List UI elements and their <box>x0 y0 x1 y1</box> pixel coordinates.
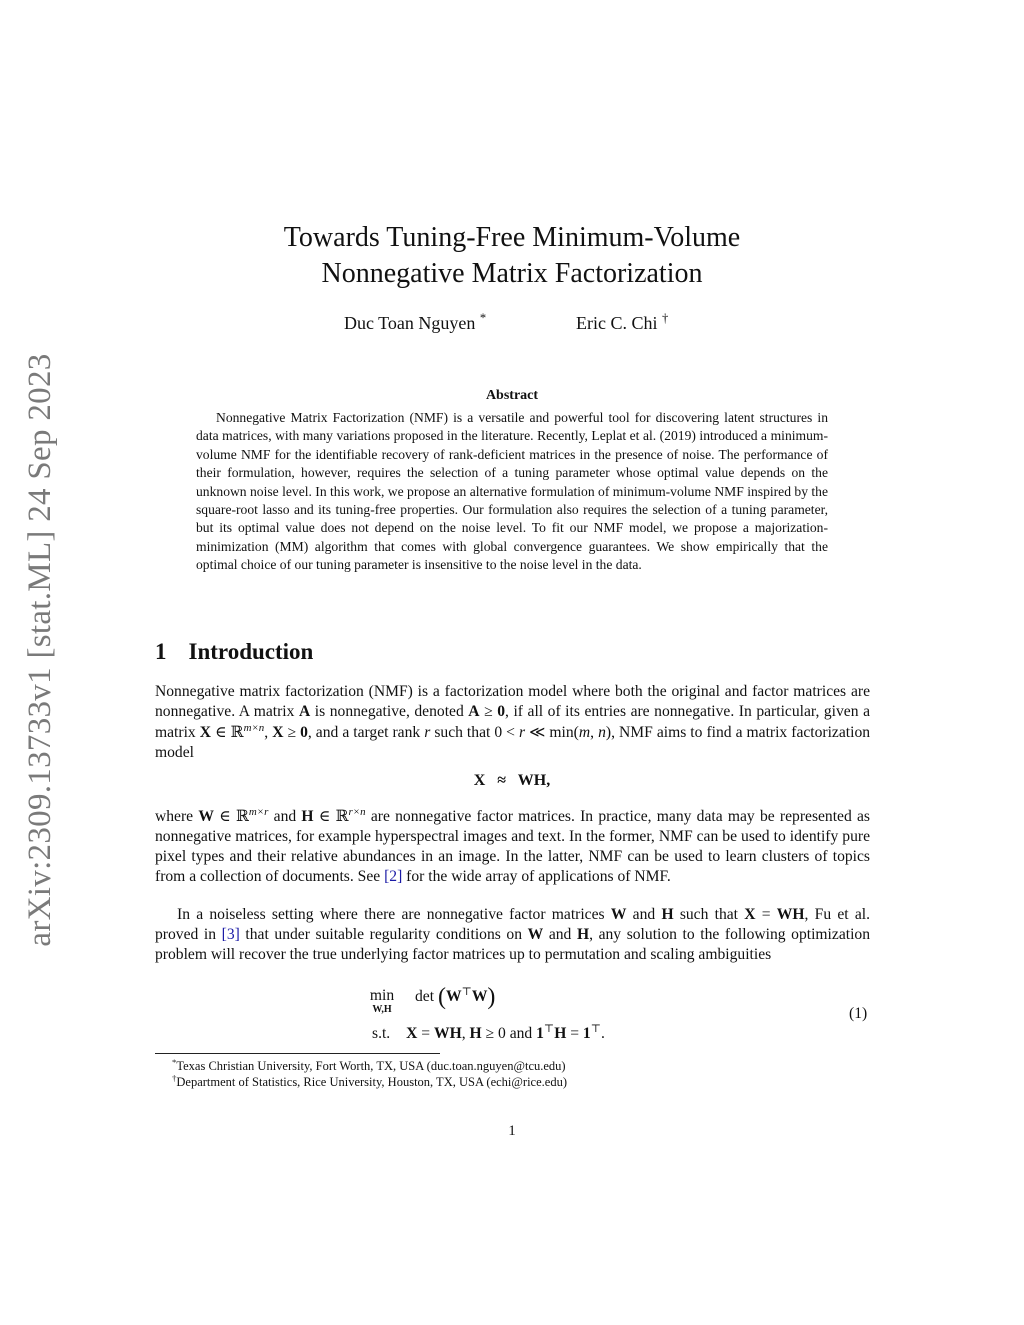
intro-paragraph-1: Nonnegative matrix factorization (NMF) is a factorization model where both the original and factor matrices are nonnegative. A matrix A is nonnegative, denoted A ≥ 0, if all of its entries are nonnegative. In particular, given a matrix X ∈ ℝ$^{m\times n}$, X ≥ 0, and a target rank r such that 0 < r ≪ min(m, n), NMF aims to find a matrix factorization model <box>155 683 871 761</box>
arxiv-identifier: arXiv:2309.13733v1 [stat.ML] 24 Sep 2023 <box>22 353 58 947</box>
page-number: 1 <box>508 1123 516 1139</box>
citation-3[interactable]: [3] <box>221 926 240 943</box>
display-equation: X ≈ WH, <box>473 772 551 789</box>
title-line-2: Nonnegative Matrix Factorization <box>321 258 703 289</box>
footnote-1: *Texas Christian University, Fort Worth, TX, USA (duc.toan.nguyen@tcu.edu) <box>172 1056 566 1073</box>
section-number: 1 <box>155 639 167 664</box>
title-line-1: Towards Tuning-Free Minimum-Volume <box>283 222 741 253</box>
footnote-divider <box>155 1053 440 1054</box>
optimization-constraint: s.t. X = WH, H ≥ 0 and 1⊤H = 1⊤. <box>372 1022 605 1042</box>
abstract-text: Nonnegative Matrix Factorization (NMF) is a versatile and powerful tool for discovering latent structures in data matrices, with many variations proposed in the literature. Recently, Leplat et al. (2019) introduced a minimum-volume NMF for the identifiable recovery of rank-deficient matrices in the presence of noise. The performance of their formulation, however, requires the selection of a tuning parameter whose optimal value depends on the unknown noise level. In this work, we propose an alternative formulation of minimum-volume NMF inspired by the square-root lasso and its tuning-free properties. Our formulation also requires the selection of a tuning parameter, but its optimal value does not depend on the noise level. To fit our NMF model, we propose a majorization-minimization (MM) algorithm that comes with global convergence guarantees. We show empirically that the optimal choice of our tuning parameter is insensitive to the noise level in the data. <box>196 410 828 573</box>
author-2 <box>576 313 668 334</box>
abstract-heading: Abstract <box>485 388 539 403</box>
optimization-objective: det (W⊤W) <box>415 984 496 1010</box>
optimization-min: min W,H <box>369 987 395 1015</box>
author-2-footnote-mark: † <box>662 311 669 325</box>
author-1-footnote-mark: * <box>479 311 487 325</box>
citation-2[interactable]: [2] <box>384 868 403 885</box>
author-2-name: Eric C. Chi <box>576 313 658 333</box>
footnote-2: †Department of Statistics, Rice University, Houston, TX, USA (echi@rice.edu) <box>172 1072 567 1089</box>
author-1-name: Duc Toan Nguyen <box>344 313 476 333</box>
intro-paragraph-3: In a noiseless setting where there are nonnegative factor matrices W and H such that X = WH, Fu et al. proved in [3] that under suitable regularity conditions on W and H, any solution to the following optimization problem will recover the true underlying factor matrices up to permutation and scaling ambiguities <box>155 906 871 963</box>
equation-number: (1) <box>849 1005 868 1022</box>
paper-title <box>0 220 1024 292</box>
author-1 <box>344 313 486 334</box>
section-title: Introduction <box>188 639 314 664</box>
intro-paragraph-2: where W ∈ ℝ$^{m\times r}$ and H ∈ ℝ$^{r\times n}$ are nonnegative factor matrices. In practice, many data may be represented as nonnegative matrices, for example hyperspectral images and text. In the former, NMF can be used to identify pure pixel types and their relative abundances in an image. In the latter, NMF can be used to learn clusters of topics from a collection of documents. See [2] for the wide array of applications of NMF. <box>155 805 871 885</box>
section-heading <box>155 639 313 665</box>
